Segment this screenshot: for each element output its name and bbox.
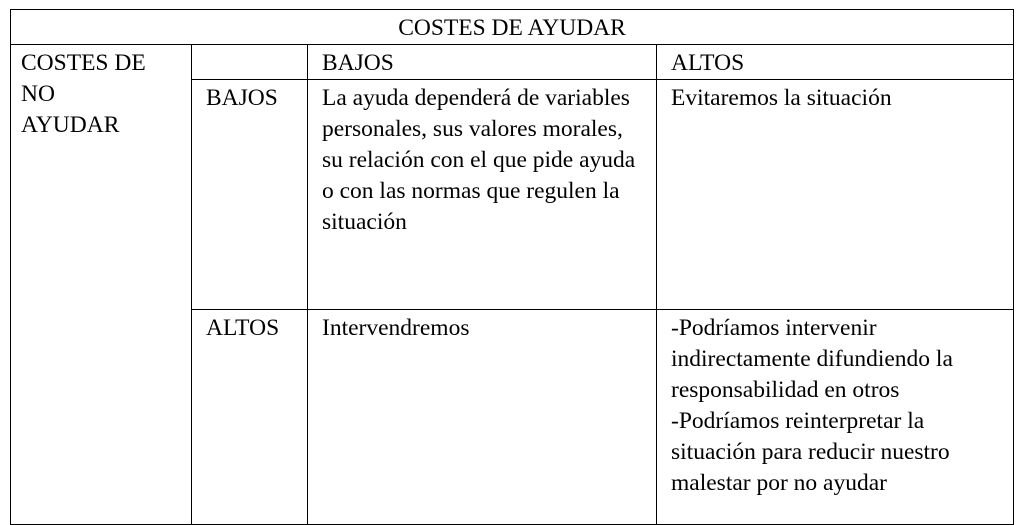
row-label-bajos: BAJOS xyxy=(192,80,308,310)
table-title-row xyxy=(11,10,1014,45)
cell-text: Evitaremos la situación xyxy=(671,85,892,111)
cost-matrix-table xyxy=(10,9,1014,525)
empty-header-cell xyxy=(192,45,308,80)
column-header-row xyxy=(11,45,1014,80)
cell-altos-bajos xyxy=(308,310,657,525)
cell-text: -Podríamos intervenir indirectamente difundiendo la responsabilidad en otros -Podríamos reinterpretar la situación para reducir nuestro malestar por no ayudar xyxy=(671,315,953,496)
cell-bajos-altos xyxy=(657,80,1014,310)
cell-text: Intervendremos xyxy=(322,315,470,341)
cell-bajos-bajos xyxy=(308,80,657,310)
corner-label: COSTES DE NO AYUDAR xyxy=(11,45,192,525)
column-header-bajos: BAJOS xyxy=(308,45,657,80)
cell-text: La ayuda dependerá de variables personales, sus valores morales, su relación con el que pide ayuda o con las normas que regulen la situación xyxy=(322,85,636,235)
row-label-altos: ALTOS xyxy=(192,310,308,525)
cell-altos-altos xyxy=(657,310,1014,525)
column-header-altos: ALTOS xyxy=(657,45,1014,80)
table-title: COSTES DE AYUDAR xyxy=(11,10,1014,45)
